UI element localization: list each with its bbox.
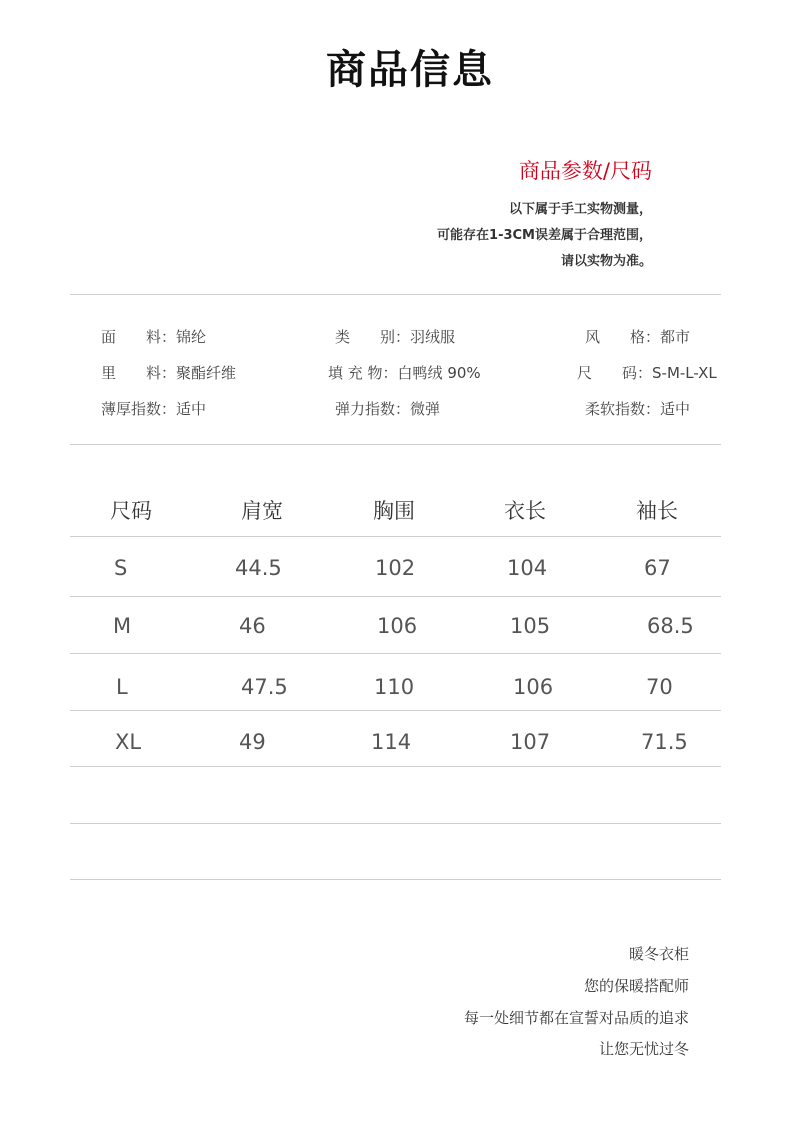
table-divider	[70, 879, 721, 880]
spec-value: 适中	[176, 400, 207, 418]
table-divider	[70, 653, 721, 654]
table-divider	[70, 536, 721, 537]
footer-slogan-line: 每一处细节都在宣誓对品质的追求	[463, 1009, 689, 1027]
spec-value: 锦纶	[176, 328, 207, 346]
table-cell: 67	[644, 556, 671, 580]
divider	[70, 294, 721, 295]
spec-label: 尺 码：	[577, 364, 653, 382]
spec-lining	[101, 362, 236, 383]
measurement-note	[437, 197, 652, 275]
note-line: 以下属于手工实物测量，	[508, 202, 652, 217]
table-cell: 114	[371, 730, 412, 754]
spec-value: 微弹	[410, 400, 441, 418]
spec-thickness	[101, 398, 206, 419]
spec-label: 里 料：	[101, 364, 177, 382]
footer-slogan-line: 暖冬衣柜	[628, 945, 689, 963]
spec-label: 薄厚指数：	[101, 400, 177, 418]
spec-value: S-M-L-XL	[652, 364, 717, 382]
table-divider	[70, 766, 721, 767]
table-cell: 49	[239, 730, 266, 754]
spec-style	[585, 326, 690, 347]
spec-value: 聚酯纤维	[176, 364, 237, 382]
spec-value: 白鸭绒 90%	[397, 364, 481, 382]
table-divider	[70, 823, 721, 824]
params-block	[437, 155, 652, 275]
table-cell: S	[114, 556, 128, 580]
size-table-header: 肩宽	[241, 499, 283, 523]
table-divider	[70, 710, 721, 711]
note-line: 请以实物为准。	[560, 254, 652, 269]
page-title: 商品信息	[326, 47, 494, 93]
size-table-header: 袖长	[636, 499, 678, 523]
table-cell: L	[116, 675, 128, 699]
table-cell: 106	[513, 675, 554, 699]
spec-filling	[328, 362, 481, 383]
table-cell: 102	[375, 556, 416, 580]
size-table-header: 尺码	[110, 499, 152, 523]
table-cell: 47.5	[241, 675, 288, 699]
table-cell: 106	[377, 614, 418, 638]
spec-label: 风 格：	[585, 328, 661, 346]
spec-value: 都市	[660, 328, 691, 346]
size-table-header: 衣长	[504, 499, 546, 523]
params-heading: 商品参数/尺码	[518, 159, 652, 183]
table-cell: 110	[374, 675, 415, 699]
table-cell: 104	[507, 556, 548, 580]
footer-slogan-line: 让您无忧过冬	[598, 1040, 689, 1058]
table-cell: 71.5	[641, 730, 688, 754]
spec-label: 柔软指数：	[585, 400, 661, 418]
table-cell: 44.5	[235, 556, 282, 580]
table-cell: 107	[510, 730, 551, 754]
footer-slogan-line: 您的保暖搭配师	[583, 977, 689, 995]
spec-category	[335, 326, 455, 347]
spec-label: 填 充 物：	[328, 364, 398, 382]
spec-value: 适中	[660, 400, 691, 418]
table-cell: 70	[646, 675, 673, 699]
spec-label: 面 料：	[101, 328, 177, 346]
table-cell: 68.5	[647, 614, 694, 638]
spec-size	[577, 362, 717, 383]
table-cell: 46	[239, 614, 266, 638]
size-table-header: 胸围	[373, 499, 415, 523]
spec-softness	[585, 398, 690, 419]
spec-material	[101, 326, 206, 347]
table-cell: 105	[510, 614, 551, 638]
note-line: 可能存在1-3CM误差属于合理范围，	[437, 228, 652, 243]
spec-label: 类 别：	[335, 328, 411, 346]
spec-label: 弹力指数：	[335, 400, 411, 418]
table-cell: M	[113, 614, 132, 638]
spec-elasticity	[335, 398, 440, 419]
table-divider	[70, 596, 721, 597]
divider	[70, 444, 721, 445]
spec-value: 羽绒服	[410, 328, 456, 346]
table-cell: XL	[115, 730, 142, 754]
